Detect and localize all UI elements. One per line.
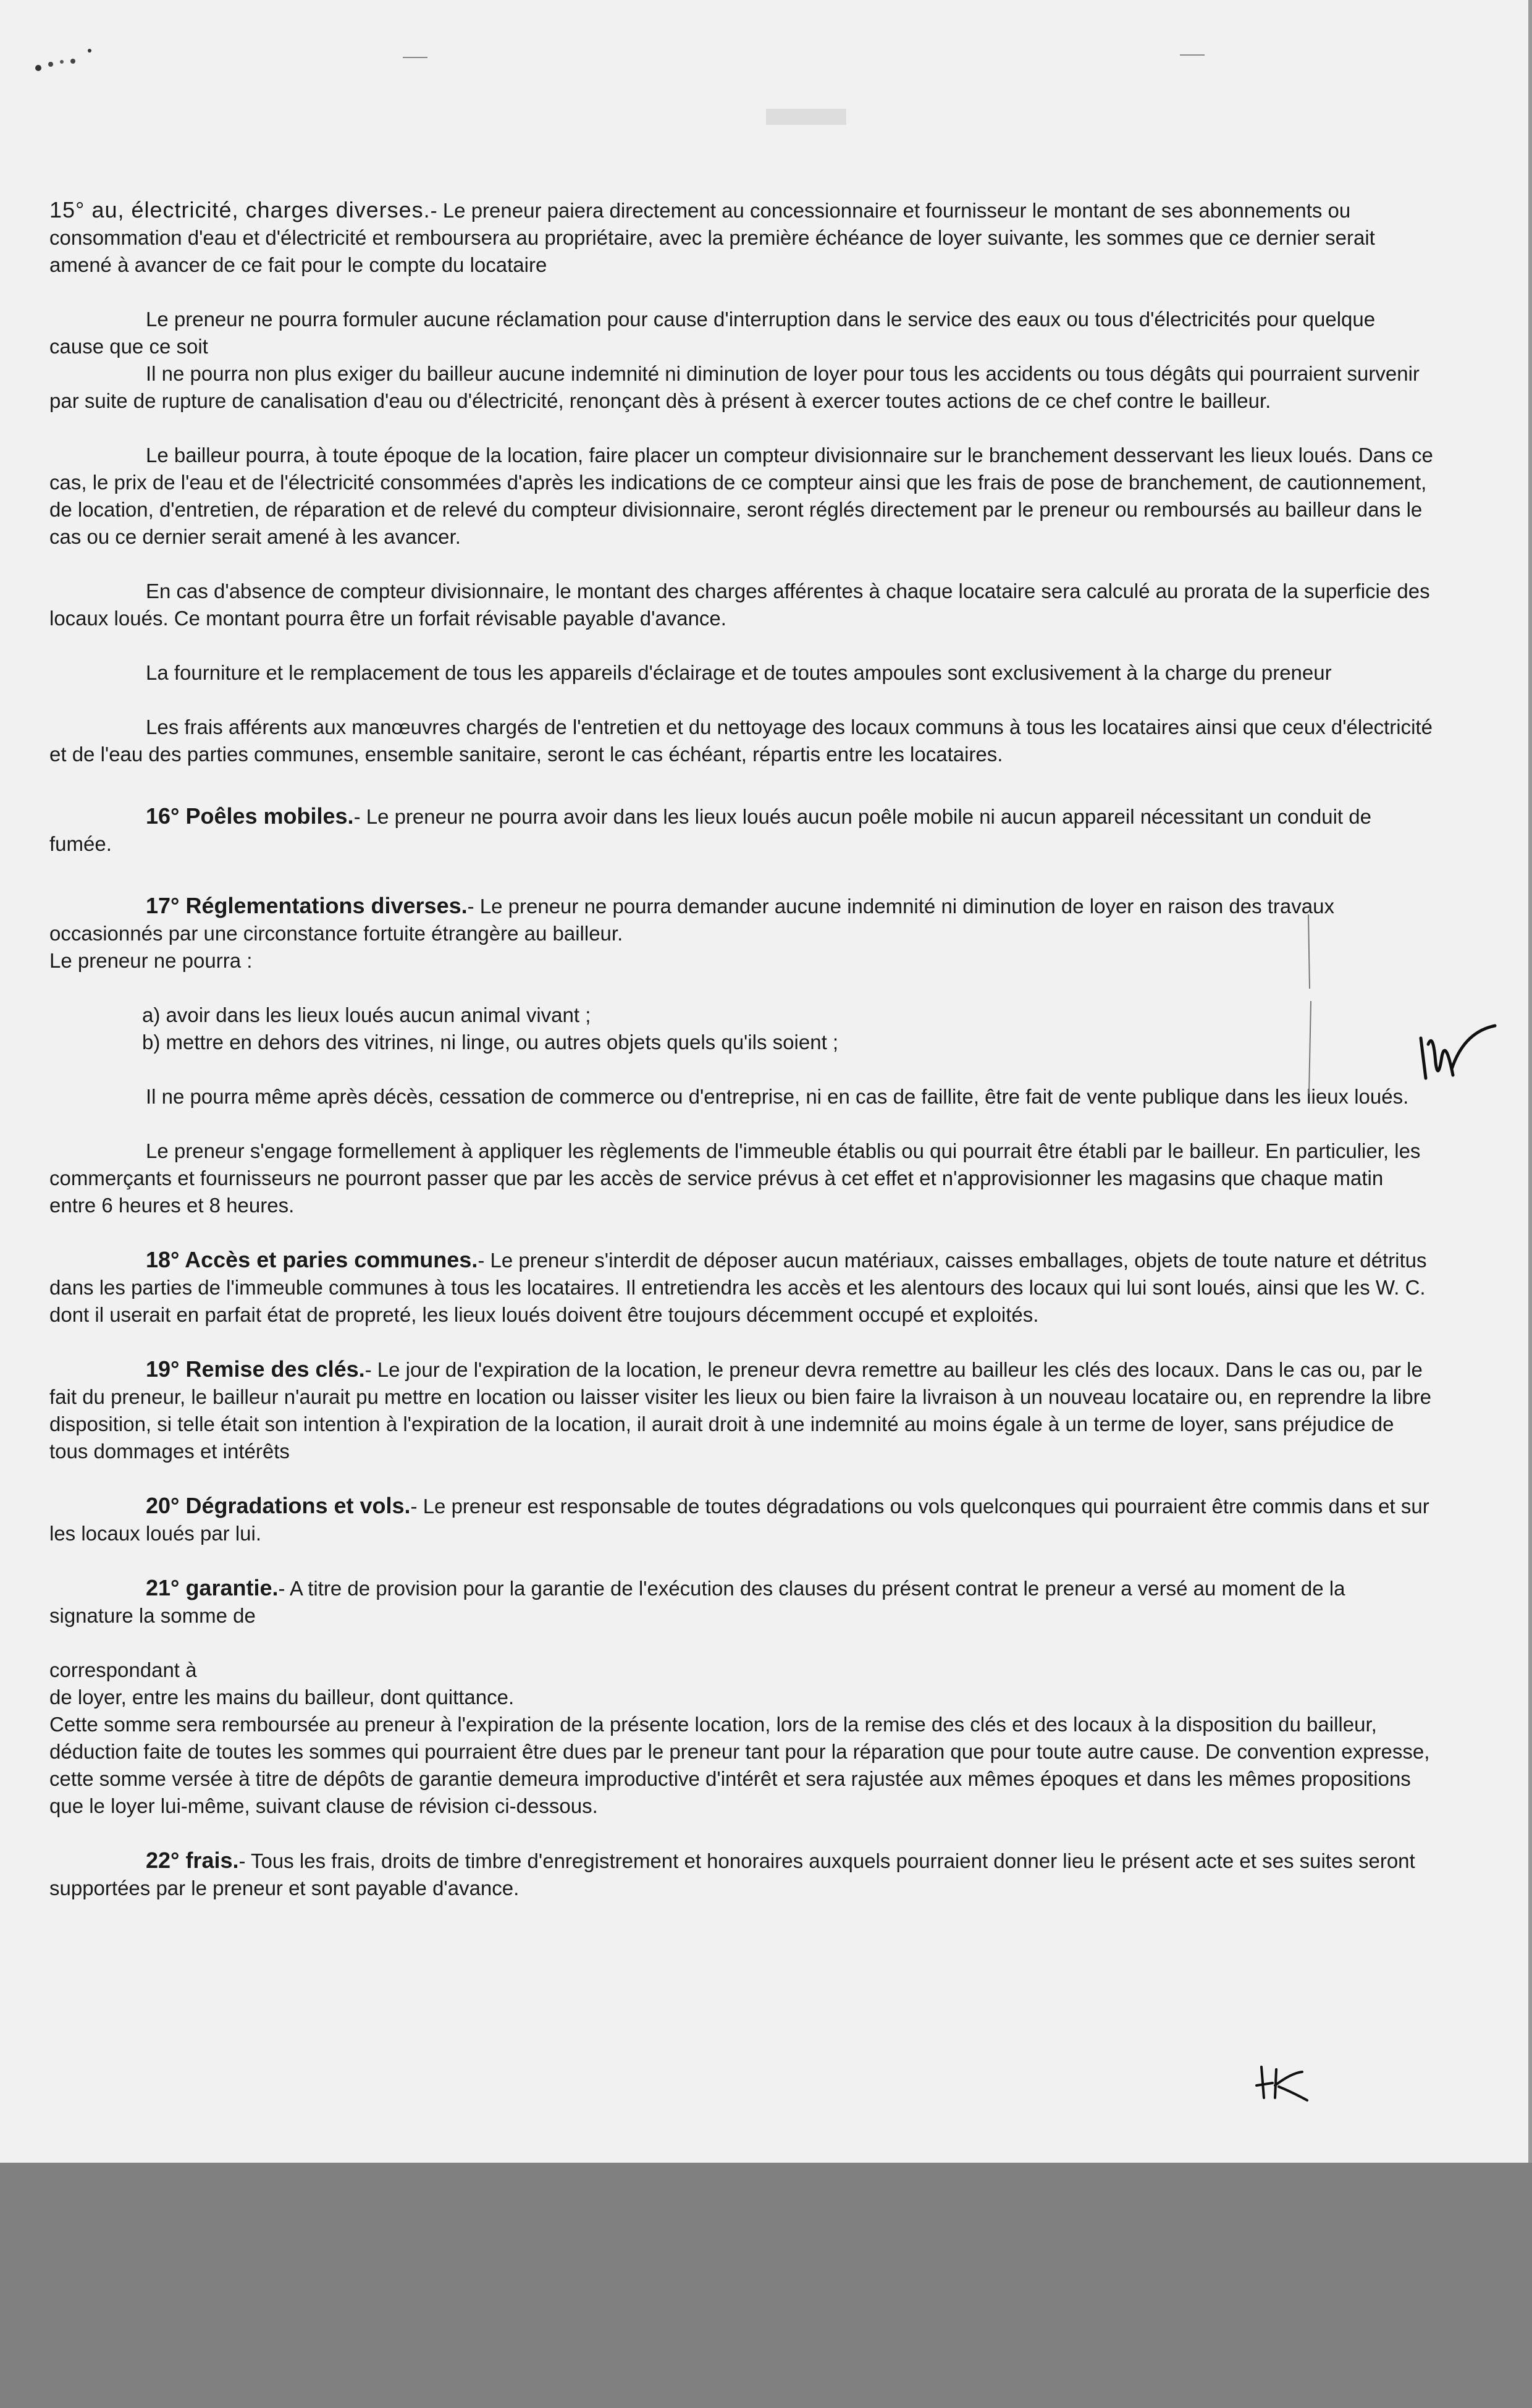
section-21-text: - A titre de provision pour la garantie de l'exécution des clauses du présent contrat le preneur a versé au moment de la signature la somme de xyxy=(49,1577,1345,1627)
section-17-text: - Le preneur ne pourra demander aucune indemnité ni diminution de loyer en raison des travaux occasionnés par une circonstance fortuite étrangère au bailleur. xyxy=(49,895,1334,945)
section-19-heading: 19° Remise des clés. xyxy=(146,1356,365,1382)
section-18 xyxy=(49,1246,1433,1329)
section-19 xyxy=(49,1356,1433,1465)
section-15-paragraph: Les frais afférents aux manœuvres chargés de l'entretien et du nettoyage des locaux communs à tous les locataires ainsi que ceux d'électricité et de l'eau des parties communes, ensemble sanitaire, seront le cas échéant, répartis entre les locataires. xyxy=(49,716,1433,766)
section-20 xyxy=(49,1492,1433,1547)
section-22 xyxy=(49,1847,1433,1902)
section-21-paragraph: Cette somme sera remboursée au preneur à l'expiration de la présente location, lors de la remise des clés et des locaux à la disposition du bailleur, déduction faite de toutes les sommes qui pourraient être dues par le preneur tant pour la réparation que pour toute autre cause. De convention expresse, cette somme versée à titre de dépôts de garantie demeura improductive d'intérêt et sera rajustée aux mêmes époques et dans les mêmes propositions que le loyer lui-même, suivant clause de révision ci-dessous. xyxy=(49,1713,1430,1817)
section-17-paragraph: Le preneur s'engage formellement à appliquer les règlements de l'immeuble établis ou qui pourrait être établi par le bailleur. En particulier, les commerçants et fournisseurs ne pourront passer que par les accès de service prévus à cet effet et n'approvisionner les magasins que chaque matin entre 6 heures et 8 heures. xyxy=(49,1139,1421,1217)
section-21 xyxy=(49,1574,1433,1629)
section-22-text: - Tous les frais, droits de timbre d'enregistrement et honoraires auxquels pourraient donner lieu le présent acte et ses suites seront supportées par le preneur et sont payable d'avance. xyxy=(49,1849,1415,1899)
section-16 xyxy=(49,803,1433,858)
section-18-heading: 18° Accès et paries communes. xyxy=(146,1247,478,1272)
section-16-heading: 16° Poêles mobiles. xyxy=(146,803,354,829)
list-item: a) avoir dans les lieux loués aucun animal vivant ; xyxy=(142,1003,591,1026)
section-18-text: - Le preneur s'interdit de déposer aucun matériaux, caisses emballages, objets de toute nature et détritus dans les parties de l'immeuble communes à tous les locataires. Il entretiendra les accès et les alentours des locaux qui lui sont loués, ainsi que les W. C. dont il userait en parfait état de propreté, les lieux loués doivent être toujours décemment occupé et exploités. xyxy=(49,1249,1427,1326)
faint-stamp xyxy=(766,109,846,125)
section-15-paragraph: En cas d'absence de compteur divisionnaire, le montant des charges afférentes à chaque locataire sera calculé au prorata de la superficie des locaux loués. Ce montant pourra être un forfait révisable payable d'avance. xyxy=(49,580,1430,630)
section-17-heading: 17° Réglementations diverses. xyxy=(146,893,468,918)
section-15-heading: 15° au, électricité, charges diverses. xyxy=(49,197,431,222)
section-21-line: de loyer, entre les mains du bailleur, dont quittance. xyxy=(49,1686,515,1709)
section-15-paragraph: La fourniture et le remplacement de tous les appareils d'éclairage et de toutes ampoules sont exclusivement à la charge du preneur xyxy=(146,661,1332,684)
handwritten-initials-icon xyxy=(1415,1020,1501,1088)
document-body xyxy=(49,196,1433,1902)
section-17-intro: Le preneur ne pourra : xyxy=(49,949,253,972)
section-20-text: - Le preneur est responsable de toutes dégradations ou vols quelconques qui pourraient être commis dans et sur les locaux loués par lui. xyxy=(49,1495,1429,1545)
section-15-paragraph: Il ne pourra non plus exiger du bailleur aucune indemnité ni diminution de loyer pour tous les accidents ou tous dégâts qui pourraient survenir par suite de rupture de canalisation d'eau ou d'électricité, renonçant dès à présent à exercer toutes actions de ce chef contre le bailleur. xyxy=(49,362,1420,412)
section-22-heading: 22° frais. xyxy=(146,1848,239,1873)
section-21-line: correspondant à xyxy=(49,1658,197,1681)
section-16-text: - Le preneur ne pourra avoir dans les lieux loués aucun poêle mobile ni aucun appareil nécessitant un conduit de fumée. xyxy=(49,805,1371,855)
section-15-text: - Le preneur paiera directement au concessionnaire et fournisseur le montant de ses abonnements ou consommation d'eau et d'électricité et remboursera au propriétaire, avec la première échéance de loyer suivante, les sommes que ce dernier serait amené à avancer de ce fait pour le compte du locataire xyxy=(49,199,1375,276)
section-17-paragraph: Il ne pourra même après décès, cessation de commerce ou d'entreprise, ni en cas de faillite, être fait de vente publique dans les lieux loués. xyxy=(146,1085,1409,1108)
section-20-heading: 20° Dégradations et vols. xyxy=(146,1493,411,1518)
scan-specks xyxy=(0,0,1532,124)
section-15-paragraph: Le preneur ne pourra formuler aucune réclamation pour cause d'interruption dans le service des eaux ou tous d'électricités pour quelque cause que ce soit xyxy=(49,308,1376,358)
ink-bleed-mark xyxy=(1303,915,1316,1100)
section-19-text: - Le jour de l'expiration de la location, le preneur devra remettre au bailleur les clés des locaux. Dans le cas ou, par le fait du preneur, le bailleur n'aurait pu mettre en location ou laisser visiter les lieux ou bien faire la livraison à un nouveau locataire ou, en reprendre la libre disposition, si telle était son intention à l'expiration de la location, il aurait droit à une indemnité au moins égale à un terme de loyer, sans préjudice de tous dommages et intérêts xyxy=(49,1358,1431,1463)
section-15-paragraph: Le bailleur pourra, à toute époque de la location, faire placer un compteur divisionnaire sur le branchement desservant les lieux loués. Dans ce cas, le prix de l'eau et de l'électricité consommées d'après les indications de ce compteur ainsi que les frais de pose de branchement, de cautionnement, de location, d'entretien, de réparation et de relevé du compteur divisionnaire, seront réglés directement par le preneur ou remboursés au bailleur dans le cas ou ce dernier serait amené à les avancer. xyxy=(49,444,1433,548)
section-21-heading: 21° garantie. xyxy=(146,1575,279,1600)
section-17 xyxy=(49,892,1433,947)
list-item: b) mettre en dehors des vitrines, ni linge, ou autres objets quels qu'ils soient ; xyxy=(142,1031,839,1054)
section-15 xyxy=(49,196,1433,279)
handwritten-initials-icon xyxy=(1254,2061,1322,2104)
